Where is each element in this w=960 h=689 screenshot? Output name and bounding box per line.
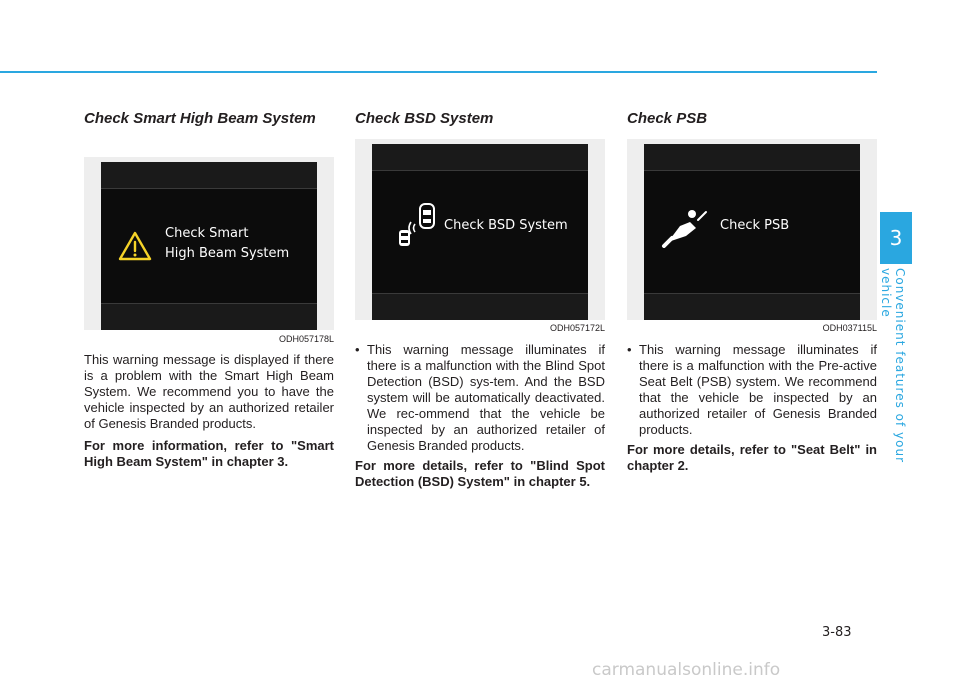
bullet-list xyxy=(355,342,605,454)
screen-band-top xyxy=(644,144,860,171)
bullet-list xyxy=(627,342,877,438)
screen-band-bottom xyxy=(644,293,860,320)
figure-panel xyxy=(627,139,877,333)
cluster-screen xyxy=(101,162,317,330)
bullet-item: • This warning message illuminates if there is a malfunction with the Blind Spot Detection (BSD) sys-tem. And the BSD system will be automatically deactivated. We rec-ommend that the vehicle be inspected by an authorized retailer of Genesis Branded products. xyxy=(355,342,605,454)
figure-code: ODH057172L xyxy=(549,323,605,333)
figure-code: ODH037115L xyxy=(822,323,877,333)
section-body xyxy=(84,352,334,470)
warning-triangle-icon xyxy=(118,231,152,261)
figure-panel xyxy=(355,139,605,333)
seatbelt-person-icon xyxy=(660,208,710,248)
figure-panel xyxy=(84,157,334,344)
top-rule xyxy=(0,71,877,73)
screen-message: Check PSB xyxy=(720,218,790,233)
section-title: Check Smart High Beam System xyxy=(84,110,316,127)
screen-band-bottom xyxy=(101,303,317,330)
section-title: Check BSD System xyxy=(355,110,494,127)
screen-message: Check Smart High Beam System xyxy=(165,226,290,261)
figure-code: ODH057178L xyxy=(278,334,334,344)
screen-message: Check BSD System xyxy=(444,218,568,233)
section-body xyxy=(355,342,605,490)
reference-note: For more information, refer to "Smart High Beam System" in chapter 3. xyxy=(84,438,334,469)
section-psb xyxy=(627,110,877,480)
watermark: carmanualsonline.info xyxy=(592,660,781,680)
section-title: Check PSB xyxy=(627,110,708,127)
bullet-item: • This warning message illuminates if there is a malfunction with the Pre-active Seat Belt (PSB) system. We recommend that the vehicle be inspected by an authorized retailer of Genesis Branded products. xyxy=(627,342,877,438)
cluster-screen xyxy=(644,144,860,320)
screen-band-top xyxy=(101,162,317,189)
reference-note: For more details, refer to "Blind Spot Detection (BSD) System" in chapter 5. xyxy=(355,458,605,489)
cluster-screen xyxy=(372,144,588,320)
section-smart-high-beam xyxy=(84,110,334,476)
section-body xyxy=(627,342,877,474)
section-bsd xyxy=(355,110,605,496)
body-paragraph: This warning message is displayed if there is a problem with the Smart High Beam System. We recommend you to have the vehicle inspected by an authorized retailer of Genesis Branded products. xyxy=(84,352,334,431)
reference-note: For more details, refer to "Seat Belt" in chapter 2. xyxy=(627,442,877,473)
chapter-title: Convenient features of your vehicle xyxy=(879,268,907,464)
screen-band-top xyxy=(372,144,588,171)
blind-spot-cars-icon xyxy=(396,202,442,250)
page-number: 3-83 xyxy=(822,625,852,640)
screen-band-bottom xyxy=(372,293,588,320)
chapter-tab: 3 xyxy=(880,212,912,264)
